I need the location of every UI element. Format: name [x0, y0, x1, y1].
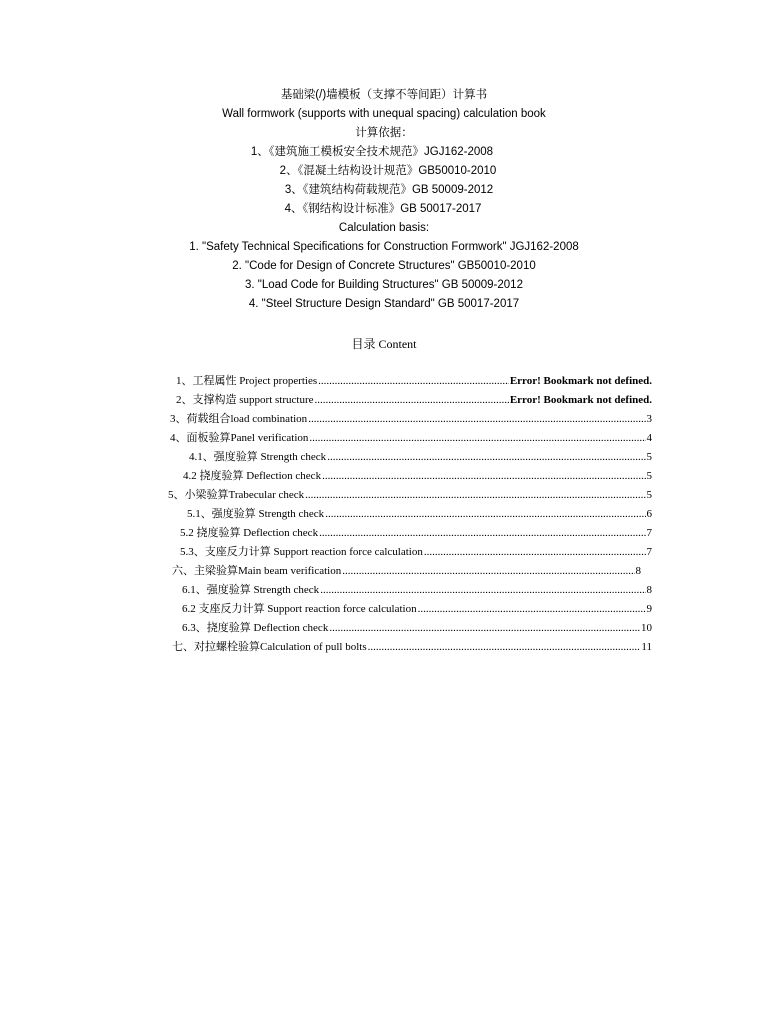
- toc-entry-page: 11: [641, 641, 652, 653]
- toc-dot-leader: [318, 372, 509, 391]
- toc-entry-label: 5.1、强度验算 Strength check: [187, 508, 325, 520]
- toc-entry-label: 6.1、强度验算 Strength check: [182, 584, 320, 596]
- toc-dot-leader: [329, 619, 640, 638]
- toc-entry-label: 七、对拉螺栓验算Calculation of pull bolts: [172, 641, 367, 653]
- toc-entry-page: Error! Bookmark not defined.: [509, 394, 652, 406]
- basis-chinese-item: 4、《钢结构设计标准》GB 50017-2017: [284, 203, 482, 215]
- toc-entry-label: 6.3、挠度验算 Deflection check: [182, 622, 329, 634]
- toc-entry-page: 8: [646, 584, 652, 596]
- basis-chinese-heading: 计算依据：: [355, 127, 413, 139]
- toc-dot-leader: [424, 543, 646, 562]
- toc-entry-page: 4: [646, 432, 652, 444]
- toc-entry[interactable]: [168, 486, 652, 505]
- toc-entry[interactable]: [172, 562, 641, 581]
- toc-entry-label: 3、荷载组合load combination: [170, 413, 308, 425]
- toc-entry[interactable]: [182, 600, 652, 619]
- toc-entry[interactable]: [172, 638, 652, 657]
- toc-entry-label: 4、面板验算Panel verification: [170, 432, 309, 444]
- toc-dot-leader: [342, 562, 634, 581]
- toc-entry[interactable]: [183, 467, 652, 486]
- toc-entry-page: 5: [646, 451, 652, 463]
- toc-entry-page: 6: [646, 508, 652, 520]
- toc-dot-leader: [418, 600, 646, 619]
- toc-dot-leader: [368, 638, 641, 657]
- toc-entry-label: 4.1、强度验算 Strength check: [189, 451, 327, 463]
- toc-entry-label: 1、工程属性 Project properties: [176, 375, 318, 387]
- toc-entry-page: 8: [635, 565, 641, 577]
- toc-entry[interactable]: [176, 372, 652, 391]
- toc-entry[interactable]: [170, 429, 652, 448]
- basis-english-item: 1. "Safety Technical Specifications for Construction Formwork" JGJ162-2008: [189, 241, 579, 253]
- basis-chinese-item: 3、《建筑结构荷载规范》GB 50009-2012: [284, 184, 494, 196]
- toc-entry[interactable]: [170, 410, 652, 429]
- toc-entry-label: 2、支撑构造 support structure: [176, 394, 314, 406]
- toc-entry-page: 5: [646, 470, 652, 482]
- toc-title: 目录 Content: [351, 337, 417, 351]
- toc-dot-leader: [309, 429, 645, 448]
- toc-entry-label: 6.2 支座反力计算 Support reaction force calculation: [182, 603, 417, 615]
- toc-entry[interactable]: [182, 581, 652, 600]
- toc-dot-leader: [308, 410, 645, 429]
- basis-english-item: 4. "Steel Structure Design Standard" GB 50017-2017: [248, 298, 520, 310]
- basis-english-heading: Calculation basis:: [338, 222, 430, 234]
- toc-dot-leader: [327, 448, 645, 467]
- toc-entry[interactable]: [180, 524, 652, 543]
- toc-entry[interactable]: [176, 391, 652, 410]
- toc-dot-leader: [322, 467, 645, 486]
- toc-entry[interactable]: [189, 448, 652, 467]
- toc-entry-page: 10: [641, 622, 652, 634]
- toc-dot-leader: [325, 505, 645, 524]
- toc-dot-leader: [305, 486, 645, 505]
- toc-entry-page: 9: [646, 603, 652, 615]
- title-chinese: 基础梁(/)墙模板（支撑不等间距）计算书: [280, 89, 488, 101]
- toc-dot-leader: [314, 391, 508, 410]
- toc-entry-page: 7: [646, 527, 652, 539]
- basis-chinese-item: 2、《混凝土结构设计规范》GB50010-2010: [279, 165, 497, 177]
- toc-entry-label: 5.3、支座反力计算 Support reaction force calculation: [180, 546, 423, 558]
- toc-dot-leader: [319, 524, 645, 543]
- basis-english-item: 2. "Code for Design of Concrete Structures" GB50010-2010: [232, 260, 536, 272]
- toc-entry[interactable]: [180, 543, 652, 562]
- toc-entry-page: Error! Bookmark not defined.: [509, 375, 652, 387]
- document-header: [0, 86, 768, 314]
- basis-chinese-item: 1、《建筑施工模板安全技术规范》JGJ162-2008: [250, 146, 494, 158]
- toc-entry-page: 5: [646, 489, 652, 501]
- toc-entry-page: 7: [646, 546, 652, 558]
- toc-dot-leader: [320, 581, 645, 600]
- table-of-contents: [0, 372, 768, 657]
- toc-entry-label: 5.2 挠度验算 Deflection check: [180, 527, 319, 539]
- toc-entry-label: 六、主梁验算Main beam verification: [172, 565, 342, 577]
- basis-english-item: 3. "Load Code for Building Structures" GB 50009-2012: [245, 279, 523, 291]
- toc-entry-label: 4.2 挠度验算 Deflection check: [183, 470, 322, 482]
- toc-entry[interactable]: [182, 619, 652, 638]
- toc-entry-page: 3: [646, 413, 652, 425]
- toc-entry[interactable]: [187, 505, 652, 524]
- toc-entry-label: 5、小梁验算Trabecular check: [168, 489, 305, 501]
- title-english: Wall formwork (supports with unequal spacing) calculation book: [222, 108, 546, 120]
